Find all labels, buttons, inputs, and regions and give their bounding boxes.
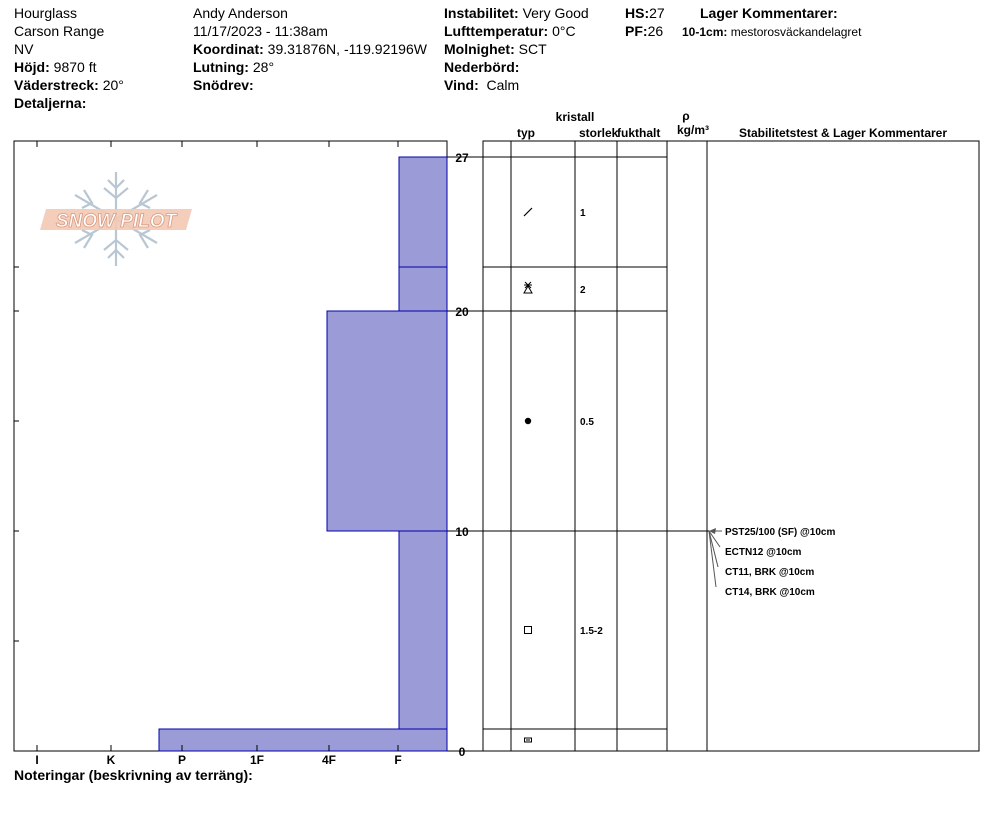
notes: Noteringar (beskrivning av terräng):: [14, 767, 253, 783]
observer-name: Andy Anderson: [193, 5, 288, 21]
header-density-symbol: ρ: [682, 109, 690, 123]
test-arrow-2: [709, 531, 718, 567]
air-temperature: Lufttemperatur: 0°C: [444, 23, 576, 39]
snowdrift: Snödrev:: [193, 77, 254, 93]
stability-tests: [709, 527, 835, 598]
depth-label-20: 20: [455, 305, 469, 319]
hardness-label-I: I: [35, 753, 39, 767]
hardness-label-4F: 4F: [321, 753, 337, 767]
hardness-layer-0: [399, 157, 447, 267]
coordinates: Koordinat: 39.31876N, -119.92196W: [193, 41, 427, 57]
grain-crust-icon: [525, 738, 532, 742]
location-name: Hourglass: [14, 5, 78, 21]
cloud-cover: Molnighet: SCT: [444, 41, 547, 57]
hs: HS:27: [625, 5, 665, 21]
layer-table-frame: [483, 141, 979, 751]
precipitation: Nederbörd:: [444, 59, 520, 75]
grain-size-3: 1.5-2: [580, 626, 603, 637]
elevation: Höjd: 9870 ft: [14, 59, 97, 75]
hardness-layer-3: [399, 531, 447, 729]
grain-size-2: 0.5: [580, 417, 594, 428]
grain-square-icon: [525, 627, 532, 634]
logo-text: SNOW PILOT: [55, 211, 177, 232]
grain-star-triangle-icon: [524, 282, 532, 293]
layer-comment: 10-1cm: mestorosväckandelagret: [682, 25, 862, 39]
wind: Vind: Calm: [444, 77, 520, 93]
depth-label-0: 0: [458, 745, 466, 759]
slope: Lutning: 28°: [193, 59, 275, 75]
aspect: Väderstreck: 20°: [14, 77, 124, 93]
header-density-unit: kg/m³: [676, 123, 710, 137]
snowpilot-logo: [40, 172, 192, 266]
instability: Instabilitet: Very Good: [444, 5, 589, 21]
layer-table-rows: [483, 157, 711, 729]
header-crystal: kristall: [555, 110, 595, 124]
pf: PF:26: [625, 23, 664, 39]
grain-slash-icon: [524, 208, 532, 216]
stability-test-2: CT11, BRK @10cm: [725, 567, 815, 578]
depth-label-10: 10: [455, 525, 469, 539]
stability-test-3: CT14, BRK @10cm: [725, 587, 815, 598]
depth-label-27: 27: [455, 151, 469, 165]
hardness-label-P: P: [177, 753, 187, 767]
stability-test-1: ECTN12 @10cm: [725, 547, 802, 558]
column-headers: [517, 109, 947, 140]
state: NV: [14, 41, 34, 57]
mountain-range: Carson Range: [14, 23, 105, 39]
header-type: typ: [517, 126, 535, 140]
layer-comments-title: Lager Kommentarer:: [700, 5, 838, 21]
details: Detaljerna:: [14, 95, 87, 111]
hardness-label-K: K: [106, 753, 116, 767]
grain-column: [524, 208, 603, 742]
grain-size-0: 1: [580, 208, 586, 219]
hardness-label-F: F: [394, 753, 402, 767]
hardness-layers: [159, 157, 447, 751]
header-stability: Stabilitetstest & Lager Kommentarer: [738, 126, 948, 140]
header-moisture: fukthalt: [617, 126, 661, 140]
hardness-layer-1: [399, 267, 447, 311]
hardness-layer-4: [159, 729, 447, 751]
header-size: storlek: [579, 126, 619, 140]
hardness-layer-2: [327, 311, 447, 531]
grain-size-1: 2: [580, 285, 586, 296]
hardness-label-1F: 1F: [249, 753, 265, 767]
stability-test-0: PST25/100 (SF) @10cm: [725, 527, 836, 538]
observation-datetime: 11/17/2023 - 11:38am: [193, 23, 328, 39]
grain-dot-icon: [525, 418, 531, 424]
